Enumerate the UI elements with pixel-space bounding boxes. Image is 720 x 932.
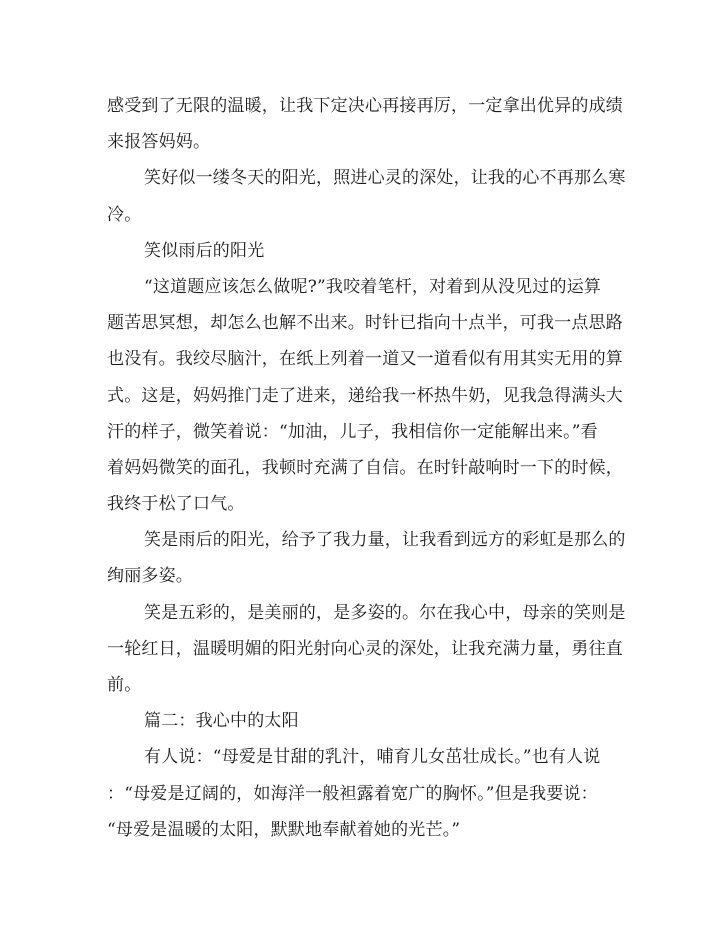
document-body xyxy=(107,88,627,848)
text-line: 也没有。我绞尽脑汁，在纸上列着一道又一道看似有用其实无用的算 xyxy=(107,349,623,370)
text-line: 一轮红日，温暖明媚的阳光射向心灵的深处，让我充满力量，勇往直 xyxy=(107,638,623,659)
section-heading: 笑似雨后的阳光 xyxy=(144,240,265,261)
text-line: 式。这是，妈妈推门走了进来，递给我一杯热牛奶，见我急得满头大 xyxy=(107,385,623,406)
text-line: 来报答妈妈。 xyxy=(107,132,211,153)
text-line: 感受到了无限的温暖，让我下定决心再接再厉，一定拿出优异的成绩 xyxy=(107,96,623,116)
text-line: 笑是雨后的阳光，给予了我力量，让我看到远方的彩虹是那么的 xyxy=(144,530,626,551)
text-line: 汗的样子，微笑着说：“加油，儿子，我相信你一定能解出来。”看 xyxy=(107,421,598,442)
text-line: 有人说：“母爱是甘甜的乳汁，哺育儿女茁壮成长。”也有人说 xyxy=(144,747,601,768)
text-line: 绚丽多姿。 xyxy=(107,566,193,587)
section-heading: 篇二：我心中的太阳 xyxy=(144,711,299,732)
text-line: 着妈妈微笑的面孔，我顿时充满了自信。在时针敲响时一下的时候， xyxy=(107,457,623,478)
text-line: 前。 xyxy=(107,675,142,695)
text-line: “母爱是温暖的太阳，默默地奉献着她的光芒。” xyxy=(107,819,461,840)
text-line: 题苦思冥想，却怎么也解不出来。时针已指向十点半，可我一点思路 xyxy=(107,313,623,334)
text-line: “这道题应该怎么做呢?”我咬着笔杆，对着到从没见过的运算 xyxy=(144,276,602,297)
text-line: 冷。 xyxy=(107,204,142,225)
text-line: ：“母爱是辽阔的，如海洋一般袒露着宽广的胸怀。”但是我要说： xyxy=(107,783,598,804)
text-line: 笑好似一缕冬天的阳光，照进心灵的深处，让我的心不再那么寒 xyxy=(144,168,626,189)
text-line: 笑是五彩的，是美丽的，是多姿的。尔在我心中，母亲的笑则是 xyxy=(144,602,626,623)
text-line: 我终于松了口气。 xyxy=(107,494,245,515)
